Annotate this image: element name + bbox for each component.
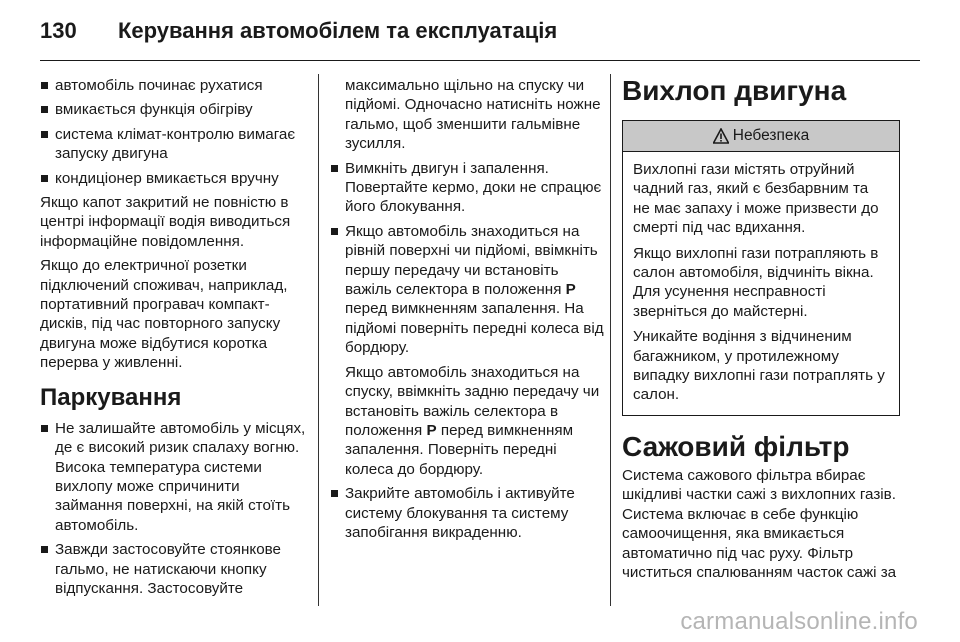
page-header <box>40 18 557 44</box>
danger-box-header <box>623 121 899 152</box>
column-divider-2 <box>610 74 611 606</box>
parking-steps-list <box>330 159 608 358</box>
danger-box-body <box>623 152 899 415</box>
danger-paragraph: Якщо вихлопні гази потрапляють в салон автомобіля, відчиніть вікна. Для усунення несправності зверніться до майстерні. <box>633 244 879 320</box>
square-bullet-icon <box>331 490 338 497</box>
start-conditions-list <box>40 76 308 188</box>
soot-filter-paragraph: Система сажового фільтра вбирає шкідливі частки сажі з вихлопних газів. Система включає в себе функцію самоочищення, яка вмикається автоматично під час руху. Фільтр чиститься спалюванням часток сажі за <box>622 466 897 581</box>
column-divider-1 <box>318 74 319 606</box>
list-item: вмикається функція обігріву <box>40 100 308 119</box>
square-bullet-icon <box>41 131 48 138</box>
square-bullet-icon <box>41 106 48 113</box>
continued-paragraph: максимально щільно на спуску чи підйомі. Одночасно натисніть ножне гальмо, щоб зменшити гальмівне зусилля. <box>345 77 601 153</box>
list-item: автомобіль починає рухатися <box>40 76 308 95</box>
square-bullet-icon <box>41 546 48 553</box>
lock-steps-list <box>330 484 608 542</box>
square-bullet-icon <box>41 175 48 182</box>
list-item: Завжди застосовуйте стоянкове гальмо, не натискаючи кнопку відпускання. Застосовуйте <box>40 540 308 598</box>
list-item: система клімат-контролю вимагає запуску двигуна <box>40 125 308 164</box>
selector-position-p: P <box>426 421 437 439</box>
danger-paragraph: Вихлопні гази містять отруйний чадний газ, який є безбарвним та не має запаху і може призвести до смерті під час вдихання. <box>633 161 879 237</box>
watermark: carmanualsonline.info <box>680 608 918 635</box>
list-item: Вимкніть двигун і запалення. Повертайте кермо, доки не спрацює його блокування. <box>330 159 608 217</box>
column-2 <box>330 76 608 547</box>
parking-list <box>40 419 308 599</box>
list-item: кондиціонер вмикається вручну <box>40 169 308 188</box>
column-1 <box>40 76 308 603</box>
square-bullet-icon <box>331 228 338 235</box>
square-bullet-icon <box>41 425 48 432</box>
socket-paragraph: Якщо до електричної розетки підключений споживач, наприклад, портативний програвач компакт-дисків, під час повторного запуску двигуна може відбутися коротка перерва у живленні. <box>40 257 288 372</box>
square-bullet-icon <box>331 165 338 172</box>
parking-heading: Паркування <box>40 383 182 411</box>
list-item: Не залишайте автомобіль у місцях, де є високий ризик спалаху вогню. Висока температура системи вихлопу може спричинити займання поверхні, на якій стоїть автомобіль. <box>40 419 308 535</box>
list-item: Якщо автомобіль знаходиться на рівній поверхні чи підйомі, ввімкніть першу передачу чи встановіть важіль селектора в положення P перед вимкненням запалення. На підйомі поверніть передні колеса від бордюру. <box>330 222 608 358</box>
header-rule <box>40 60 920 61</box>
danger-paragraph: Уникайте водіння з відчиненим багажником, у протилежному випадку вихлопні гази потраплять у салон. <box>633 328 885 404</box>
chapter-title: Керування автомобілем та експлуатація <box>118 18 558 43</box>
warning-triangle-icon <box>713 128 729 144</box>
danger-box <box>622 120 900 416</box>
exhaust-heading: Вихлоп двигуна <box>622 75 847 106</box>
page-number: 130 <box>40 18 77 43</box>
soot-filter-heading: Сажовий фільтр <box>622 430 850 462</box>
square-bullet-icon <box>41 82 48 89</box>
danger-title: Небезпека <box>732 127 810 145</box>
hood-paragraph: Якщо капот закритий не повністю в центрі інформації водія виводиться інформаційне повідомлення. <box>40 194 291 250</box>
selector-position-p: P <box>565 281 576 299</box>
downhill-paragraph: Якщо автомобіль знаходиться на спуску, ввімкніть задню передачу чи встановіть важіль селектора в положення P перед вимкненням запалення. Поверніть передні колеса до бордюру. <box>345 363 600 478</box>
list-item: Закрийте автомобіль і активуйте систему блокування та систему запобігання викраденню. <box>330 484 608 542</box>
column-3 <box>622 76 900 587</box>
